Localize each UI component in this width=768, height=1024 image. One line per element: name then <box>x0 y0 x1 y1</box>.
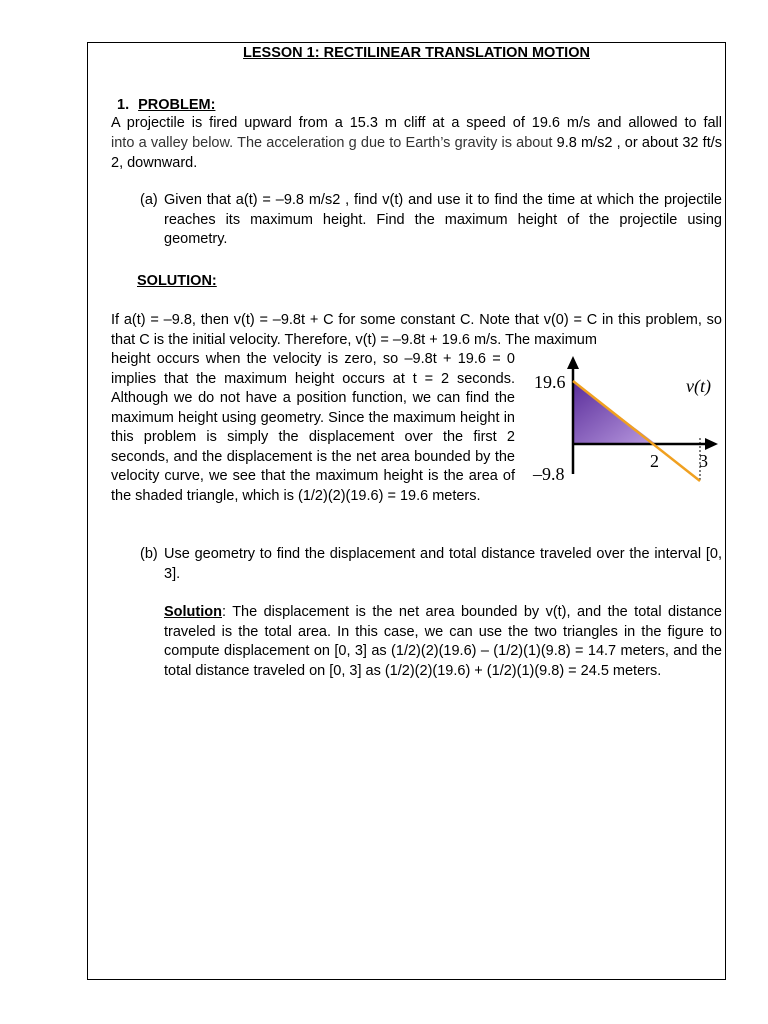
x-label-2: 2 <box>650 451 659 471</box>
y-axis-arrow-icon <box>567 356 579 369</box>
x-label-3: 3 <box>699 451 708 471</box>
problem-number: 1. <box>117 97 130 113</box>
part-b-text: Use geometry to find the displacement and total distance traveled over the interval [0, 3]. <box>164 546 722 582</box>
problem-heading <box>117 96 215 116</box>
y-label-bottom: –9.8 <box>533 464 565 484</box>
problem-text-line-1: A projectile is fired upward from a 15.3 m cliff at a speed of 19.6 m/s and allowed to fall <box>111 115 722 131</box>
y-label-top: 19.6 <box>534 372 566 392</box>
problem-text-3: 9.8 m/s2 , or about 32 ft/s 2, downward. <box>111 135 723 171</box>
velocity-graph <box>532 354 722 484</box>
document-page <box>87 42 726 980</box>
part-b-label: (b) <box>140 546 158 562</box>
part-b-solution <box>164 603 722 681</box>
problem-text-2: into a valley below. The acceleration g due to Earth’s gravity is about <box>111 135 553 151</box>
problem-text-line-2 <box>111 134 722 173</box>
lesson-title: LESSON 1: RECTILINEAR TRANSLATION MOTION <box>243 45 590 61</box>
solution-paragraph-1: If a(t) = –9.8, then v(t) = –9.8t + C for some constant C. Note that v(0) = C in this problem, so that C is the initial velocity. Therefore, v(t) = –9.8t + 19.6 m/s. The maximum <box>111 312 722 348</box>
part-a-label: (a) <box>140 192 158 208</box>
solution-paragraph-2: height occurs when the velocity is zero, so –9.8t + 19.6 = 0 implies that the maximum height occurs at t = 2 seconds. Although we do not have a position function, we can find the maximum height using geometry. Since the maximum height in this problem is simply the displacement over the first 2 seconds, and the displacement is the net area bounded by the velocity curve, we see that the maximum height is the area of the shaded triangle, which is (1/2)(2)(19.6) = 19.6 meters. <box>111 351 515 504</box>
x-axis-arrow-icon <box>705 438 718 450</box>
part-b-solution-label: Solution <box>164 604 222 620</box>
solution-heading: SOLUTION: <box>137 273 217 289</box>
problem-label: PROBLEM: <box>138 97 216 113</box>
part-a-text: Given that a(t) = –9.8 m/s2 , find v(t) and use it to find the time at which the projectile reaches its maximum height. Find the maximum height of the projectile using geometry. <box>164 192 722 247</box>
part-b-solution-text: : The displacement is the net area bounded by v(t), and the total distance traveled is the total area. In this case, we can use the two triangles in the figure to compute displacement on [0, 3] as (1/2)(2)(19.6) – (1/2)(1)(9.8) = 14.7 meters, and the total distance traveled on [0, 3] as (1/2)(2)(19.6) + (1/2)(1)(9.8) = 24.5 meters. <box>164 604 722 679</box>
curve-label: v(t) <box>686 376 711 396</box>
